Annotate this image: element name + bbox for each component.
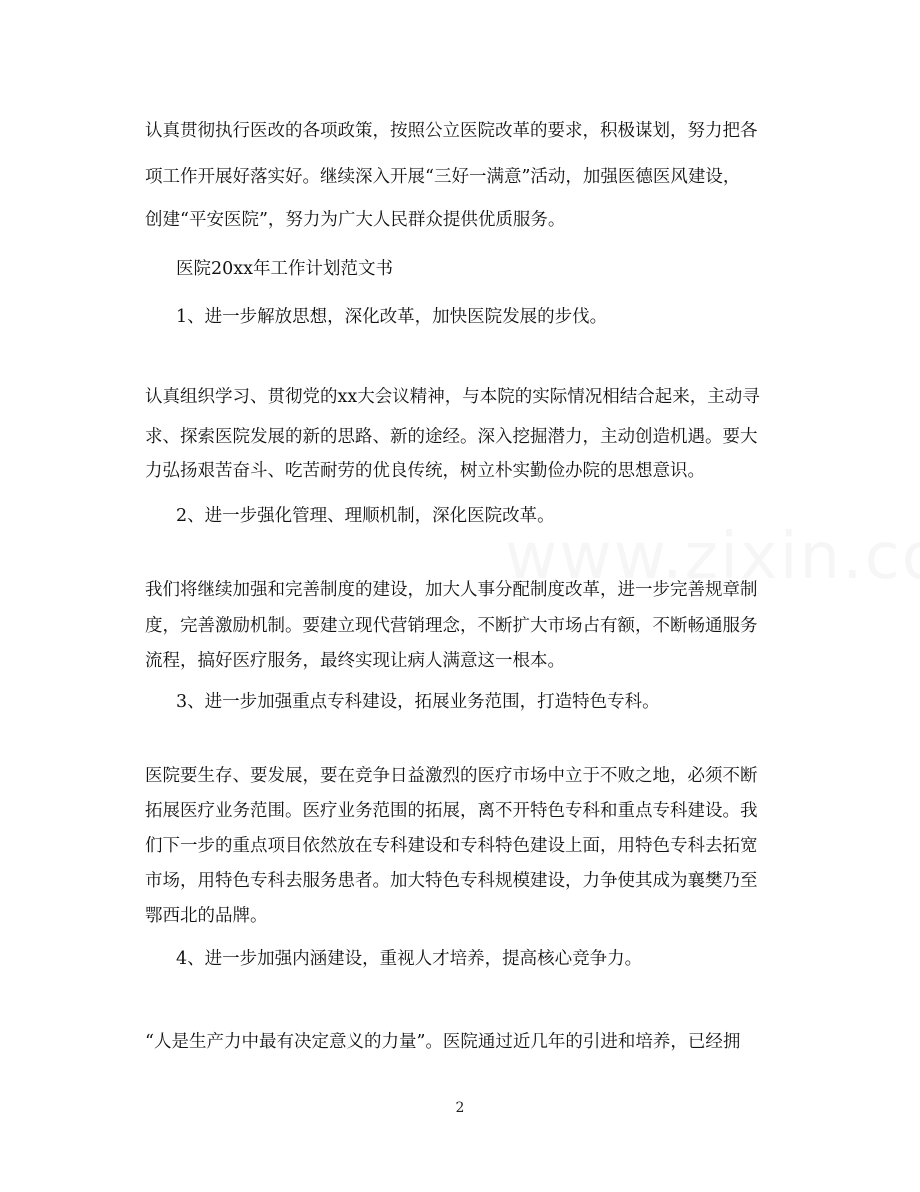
section-heading-3: 3、进一步加强重点专科建设，拓展业务范围，打造特色专科。 — [176, 692, 660, 712]
body-line: 们下一步的重点项目依然放在专科建设和专科特色建设上面，用特色专科去拓宽 — [145, 836, 758, 856]
body-line: 创建“平安医院”，努力为广大人民群众提供优质服务。 — [145, 210, 566, 230]
body-line: 项工作开展好落实好。继续深入开展“三好一满意”活动，加强医德医风建设， — [145, 167, 741, 187]
body-line: 市场，用特色专科去服务患者。加大特色专科规模建设，力争使其成为襄樊乃至 — [145, 871, 758, 891]
document-title: 医院20xx年工作计划范文书 — [176, 259, 394, 279]
body-line: “人是生产力中最有决定意义的力量”。医院通过近几年的引进和培养，已经拥 — [145, 1032, 741, 1052]
body-line: 流程，搞好医疗服务，最终实现让病人满意这一根本。 — [145, 651, 565, 671]
body-line: 拓展医疗业务范围。医疗业务范围的拓展，离不开特色专科和重点专科建设。我 — [145, 801, 758, 821]
page-number: 2 — [455, 1100, 465, 1116]
body-line: 力弘扬艰苦奋斗、吃苦耐劳的优良传统，树立朴实勤俭办院的思想意识。 — [145, 461, 705, 481]
body-line: 鄂西北的品牌。 — [145, 906, 268, 926]
body-line: 度，完善激励机制。要建立现代营销理念，不断扩大市场占有额，不断畅通服务 — [145, 616, 758, 636]
body-line: 认真贯彻执行医改的各项政策，按照公立医院改革的要求，积极谋划，努力把各 — [145, 121, 758, 141]
body-line: 认真组织学习、贯彻党的xx大会议精神，与本院的实际情况相结合起来，主动寻 — [145, 387, 760, 407]
section-heading-4: 4、进一步加强内涵建设，重视人才培养，提高核心竞争力。 — [176, 949, 643, 969]
body-line: 医院要生存、要发展，要在竞争日益激烈的医疗市场中立于不败之地，必须不断 — [145, 766, 758, 786]
section-heading-1: 1、进一步解放思想，深化改革，加快医院发展的步伐。 — [176, 307, 608, 327]
section-heading-2: 2、进一步强化管理、理顺机制，深化医院改革。 — [176, 506, 555, 526]
body-line: 我们将继续加强和完善制度的建设，加大人事分配制度改革，进一步完善规章制 — [145, 580, 758, 600]
body-line: 求、探索医院发展的新的思路、新的途经。深入挖掘潜力，主动创造机遇。要大 — [145, 427, 758, 447]
